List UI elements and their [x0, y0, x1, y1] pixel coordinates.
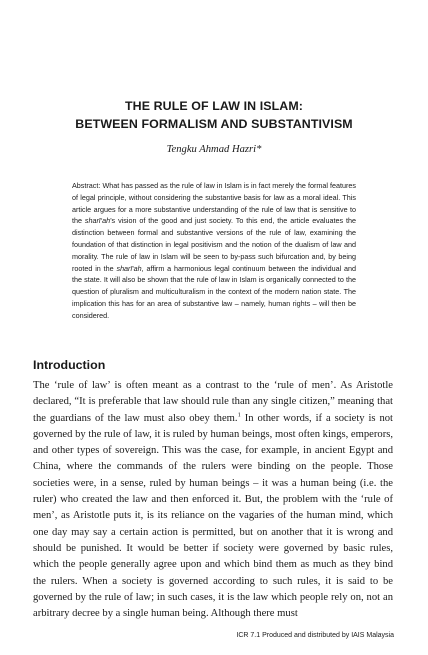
- body-text-2: In other words, if a society is not governed by the rule of law, it is ruled by human beings, most often kings, emperors, and other types of sovereign. This was the case, for example, in ancient Egypt and China, where the commands of the rulers were binding on the people. Those societies were, in a sense, ruled by human beings – it was a human being (i.e. the ruler) who created the law and then enforced it. But, the problem with the ‘rule of men’, as Aristotle puts it, is its reliance on the vagaries of the human mind, which one day may say a certain action is permitted, but on another that it is wrong and should be punished. It would be better if society were governed by basic rules, which the people generally agree upon and which bind them as much as they bind the rulers. When a society is governed according to such rules, it is said to be governed by the rule of law; in such cases, it is the law which people rely on, not an arbitrary decree by a single human being. Although there must: [33, 412, 393, 620]
- abstract: [72, 180, 356, 322]
- author-name: Tengku Ahmad Hazri*: [166, 144, 262, 155]
- abstract-term-1: sharī‘ah: [84, 216, 111, 226]
- paper-title-line-1: THE RULE OF LAW IN ISLAM:: [124, 99, 304, 113]
- abstract-text-2: ’s vision of the good and just society. To this end, the article evaluates the distinction between formal and substantive versions of the rule of law, examining the foundation of that distinction in legal positivism and the notion of the dualism of law and morality. The rule of law in Islam will be seen to by-pass such bifurcation and, by being rooted in the: [72, 216, 356, 273]
- section-heading: Introduction: [33, 358, 106, 372]
- body-text-1: The ‘rule of law’ is often meant as a contrast to the ‘rule of men’. As Aristotle declared, “It is preferable that law should rule than any single citizen,” meaning that the guardians of the law must also obey them.: [33, 380, 393, 424]
- paper-title-line-2: BETWEEN FORMALISM AND SUBSTANTIVISM: [75, 117, 353, 131]
- body-paragraph: [33, 378, 393, 622]
- abstract-term-2: sharī‘ah: [116, 263, 142, 273]
- page-footer: ICR 7.1 Produced and distributed by IAIS Malaysia: [236, 632, 394, 639]
- abstract-text-1: What has passed as the rule of law in Islam is in fact merely the formal features of legal principle, without considering the substantive basis for law as a moral ideal. This article argues for a more substantive understanding of the rule of law that is sensitive to the: [72, 181, 356, 226]
- footnote-ref[interactable]: 1: [237, 411, 241, 419]
- abstract-label: Abstract:: [72, 181, 101, 190]
- abstract-text-3: , affirm a harmonious legal continuum between the individual and the state. It will also be shown that the rule of law in Islam is organically connected to the question of pluralism and multiculturalism in the context of the modern nation state. The implication this has for an area of substantive law – namely, human rights – will then be considered.: [72, 263, 356, 320]
